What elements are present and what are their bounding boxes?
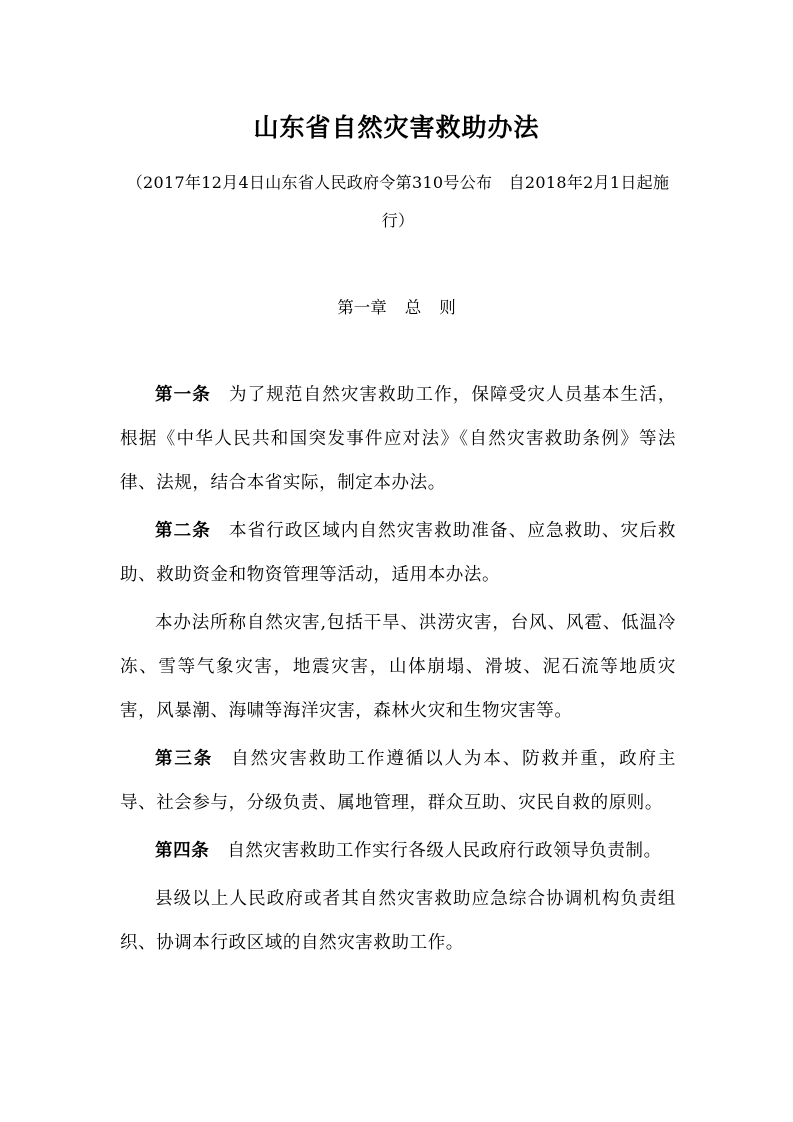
paragraph-text: 自然灾害救助工作遵循以人为本、防救并重，政府主导、社会参与，分级负责、属地管理，群众互助、灾民自救的原则。 bbox=[120, 749, 676, 813]
document-body bbox=[120, 373, 676, 965]
article-label: 第二条 bbox=[155, 521, 211, 541]
paragraph-text: 为了规范自然灾害救助工作，保障受灾人员基本生活，根据《中华人民共和国突发事件应对法》《自然灾害救助条例》等法律、法规，结合本省实际，制定本办法。 bbox=[120, 385, 676, 493]
paragraph-article-2-clause-2 bbox=[120, 601, 676, 733]
chapter-number: 第一章 bbox=[337, 298, 387, 317]
article-label: 第四条 bbox=[155, 841, 210, 861]
paragraph-text: 县级以上人民政府或者其自然灾害救助应急综合协调机构负责组织、协调本行政区域的自然灾害救助工作。 bbox=[120, 889, 676, 953]
chapter-name-part1: 总 bbox=[404, 298, 422, 317]
paragraph-article-1 bbox=[120, 373, 676, 505]
document-title: 山东省自然灾害救助办法 bbox=[253, 113, 540, 142]
paragraph-text: 自然灾害救助工作实行各级人民政府行政领导负责制。 bbox=[227, 841, 662, 861]
article-label: 第三条 bbox=[155, 749, 214, 769]
paragraph-article-3 bbox=[120, 737, 676, 825]
chapter-heading bbox=[0, 294, 793, 318]
paragraph-text: 本省行政区域内自然灾害救助准备、应急救助、灾后救助、救助资金和物资管理等活动，适用本办法。 bbox=[120, 521, 676, 585]
paragraph-text: 本办法所称自然灾害,包括干旱、洪涝灾害，台风、风雹、低温冷冻、雪等气象灾害，地震灾害，山体崩塌、滑坡、泥石流等地质灾害，风暴潮、海啸等海洋灾害，森林火灾和生物灾害等。 bbox=[120, 613, 676, 721]
chapter-name-part2: 则 bbox=[439, 298, 456, 317]
paragraph-article-4 bbox=[120, 829, 676, 873]
paragraph-article-4-clause-2 bbox=[120, 877, 676, 965]
document-subtitle: （2017年12月4日山东省人民政府令第310号公布 自2018年2月1日起施行） bbox=[126, 173, 670, 230]
paragraph-article-2 bbox=[120, 509, 676, 597]
article-label: 第一条 bbox=[155, 385, 211, 405]
